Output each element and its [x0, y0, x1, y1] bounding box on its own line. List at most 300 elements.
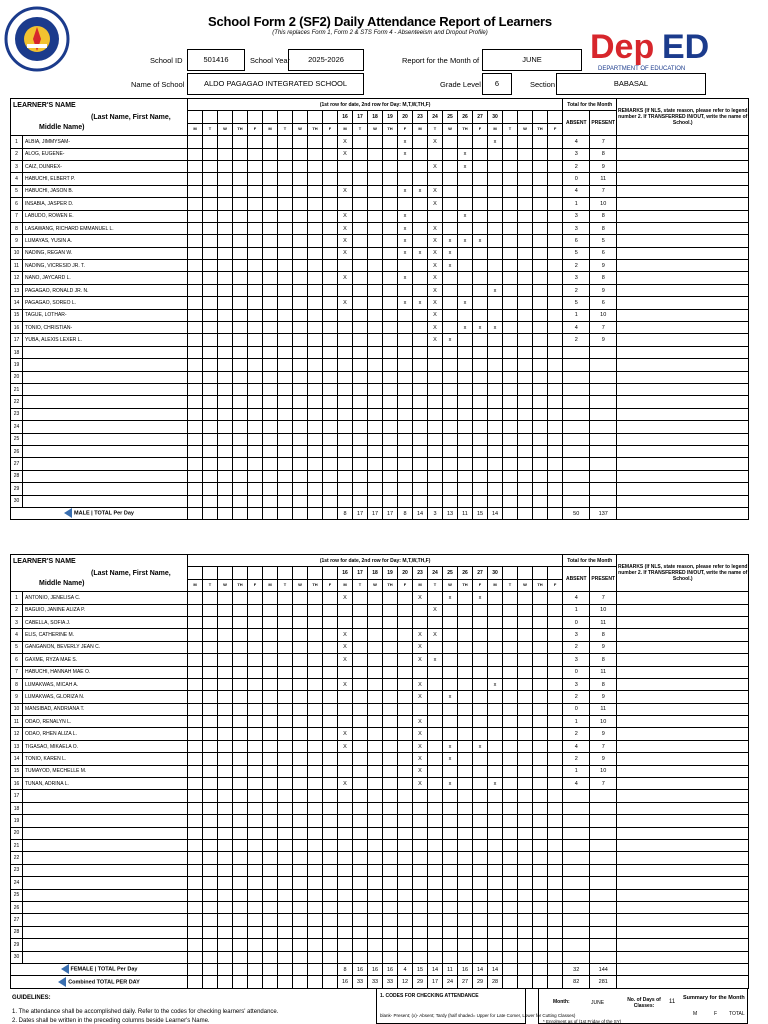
attendance-cell[interactable]: [548, 716, 563, 728]
attendance-cell[interactable]: [503, 802, 518, 814]
attendance-cell[interactable]: [263, 877, 278, 889]
attendance-cell[interactable]: [308, 740, 323, 752]
attendance-cell[interactable]: [308, 272, 323, 284]
attendance-cell[interactable]: [458, 222, 473, 234]
attendance-cell[interactable]: [278, 198, 293, 210]
attendance-cell[interactable]: [308, 629, 323, 641]
attendance-cell[interactable]: [503, 198, 518, 210]
attendance-cell[interactable]: [518, 185, 533, 197]
attendance-cell[interactable]: [323, 235, 338, 247]
attendance-cell[interactable]: [203, 728, 218, 740]
attendance-cell[interactable]: [458, 604, 473, 616]
attendance-cell[interactable]: [473, 148, 488, 160]
attendance-cell[interactable]: [473, 765, 488, 777]
attendance-cell[interactable]: [278, 309, 293, 321]
attendance-cell[interactable]: [278, 408, 293, 420]
attendance-cell[interactable]: [248, 309, 263, 321]
attendance-cell[interactable]: [503, 914, 518, 926]
attendance-cell[interactable]: [503, 284, 518, 296]
attendance-cell[interactable]: [398, 173, 413, 185]
attendance-cell[interactable]: [203, 765, 218, 777]
attendance-cell[interactable]: X: [338, 654, 353, 666]
attendance-cell[interactable]: [308, 691, 323, 703]
attendance-cell[interactable]: [503, 483, 518, 495]
attendance-cell[interactable]: [203, 371, 218, 383]
attendance-cell[interactable]: [413, 222, 428, 234]
attendance-cell[interactable]: [443, 173, 458, 185]
attendance-cell[interactable]: [278, 458, 293, 470]
attendance-cell[interactable]: [488, 926, 503, 938]
attendance-cell[interactable]: [413, 470, 428, 482]
attendance-cell[interactable]: X: [338, 272, 353, 284]
attendance-cell[interactable]: [503, 495, 518, 507]
attendance-cell[interactable]: [548, 691, 563, 703]
attendance-cell[interactable]: [293, 148, 308, 160]
remarks-cell[interactable]: [617, 483, 749, 495]
attendance-cell[interactable]: [353, 778, 368, 790]
attendance-cell[interactable]: [278, 396, 293, 408]
attendance-cell[interactable]: [518, 260, 533, 272]
attendance-cell[interactable]: [248, 383, 263, 395]
attendance-cell[interactable]: [188, 778, 203, 790]
attendance-cell[interactable]: [233, 247, 248, 259]
attendance-cell[interactable]: [188, 629, 203, 641]
attendance-cell[interactable]: [368, 604, 383, 616]
attendance-cell[interactable]: [263, 592, 278, 604]
attendance-cell[interactable]: [473, 495, 488, 507]
attendance-cell[interactable]: [548, 753, 563, 765]
learner-name[interactable]: [23, 433, 188, 445]
attendance-cell[interactable]: [398, 641, 413, 653]
attendance-cell[interactable]: [233, 716, 248, 728]
attendance-cell[interactable]: [503, 260, 518, 272]
attendance-cell[interactable]: [458, 396, 473, 408]
attendance-cell[interactable]: [473, 396, 488, 408]
attendance-cell[interactable]: [488, 185, 503, 197]
attendance-cell[interactable]: [443, 901, 458, 913]
attendance-cell[interactable]: [188, 703, 203, 715]
attendance-cell[interactable]: [338, 616, 353, 628]
attendance-cell[interactable]: [278, 678, 293, 690]
attendance-cell[interactable]: [233, 284, 248, 296]
attendance-cell[interactable]: [233, 222, 248, 234]
attendance-cell[interactable]: [188, 901, 203, 913]
attendance-cell[interactable]: [293, 765, 308, 777]
attendance-cell[interactable]: [233, 678, 248, 690]
attendance-cell[interactable]: [248, 260, 263, 272]
attendance-cell[interactable]: [488, 654, 503, 666]
attendance-cell[interactable]: [218, 926, 233, 938]
attendance-cell[interactable]: [383, 371, 398, 383]
attendance-cell[interactable]: x: [398, 272, 413, 284]
attendance-cell[interactable]: [458, 790, 473, 802]
school-year-field[interactable]: 2025-2026: [288, 49, 364, 71]
attendance-cell[interactable]: [413, 802, 428, 814]
attendance-cell[interactable]: [203, 592, 218, 604]
attendance-cell[interactable]: [203, 495, 218, 507]
attendance-cell[interactable]: [203, 346, 218, 358]
attendance-cell[interactable]: [428, 458, 443, 470]
attendance-cell[interactable]: [248, 951, 263, 963]
attendance-cell[interactable]: [353, 334, 368, 346]
attendance-cell[interactable]: [293, 691, 308, 703]
attendance-cell[interactable]: X: [428, 334, 443, 346]
attendance-cell[interactable]: x: [473, 592, 488, 604]
attendance-cell[interactable]: [548, 445, 563, 457]
learner-name[interactable]: TUNAN, ADRINA L.: [23, 778, 188, 790]
attendance-cell[interactable]: [398, 322, 413, 334]
attendance-cell[interactable]: [353, 740, 368, 752]
attendance-cell[interactable]: [473, 678, 488, 690]
learner-name[interactable]: BAGUIO, JANINE ALIZA P.: [23, 604, 188, 616]
attendance-cell[interactable]: [473, 629, 488, 641]
attendance-cell[interactable]: [263, 322, 278, 334]
attendance-cell[interactable]: [353, 198, 368, 210]
attendance-cell[interactable]: [278, 359, 293, 371]
attendance-cell[interactable]: [203, 433, 218, 445]
attendance-cell[interactable]: [278, 654, 293, 666]
attendance-cell[interactable]: [338, 939, 353, 951]
attendance-cell[interactable]: [338, 322, 353, 334]
attendance-cell[interactable]: [533, 790, 548, 802]
attendance-cell[interactable]: [353, 185, 368, 197]
attendance-cell[interactable]: [338, 445, 353, 457]
attendance-cell[interactable]: [293, 592, 308, 604]
attendance-cell[interactable]: [188, 359, 203, 371]
attendance-cell[interactable]: [368, 383, 383, 395]
attendance-cell[interactable]: [293, 222, 308, 234]
attendance-cell[interactable]: [368, 148, 383, 160]
learner-name[interactable]: GANGANON, BEVERLY JEAN C.: [23, 641, 188, 653]
attendance-cell[interactable]: [368, 740, 383, 752]
learner-name[interactable]: NADING, REGAN W.: [23, 247, 188, 259]
attendance-cell[interactable]: [488, 827, 503, 839]
attendance-cell[interactable]: [383, 889, 398, 901]
attendance-cell[interactable]: [218, 198, 233, 210]
attendance-cell[interactable]: [278, 778, 293, 790]
attendance-cell[interactable]: [368, 483, 383, 495]
attendance-cell[interactable]: [413, 495, 428, 507]
attendance-cell[interactable]: [503, 740, 518, 752]
attendance-cell[interactable]: [443, 458, 458, 470]
attendance-cell[interactable]: [293, 716, 308, 728]
attendance-cell[interactable]: [413, 383, 428, 395]
learner-name[interactable]: [23, 852, 188, 864]
attendance-cell[interactable]: [458, 185, 473, 197]
attendance-cell[interactable]: [428, 396, 443, 408]
attendance-cell[interactable]: [293, 877, 308, 889]
attendance-cell[interactable]: [503, 309, 518, 321]
attendance-cell[interactable]: [368, 309, 383, 321]
attendance-cell[interactable]: [368, 495, 383, 507]
attendance-cell[interactable]: [443, 802, 458, 814]
attendance-cell[interactable]: [428, 728, 443, 740]
attendance-cell[interactable]: [233, 802, 248, 814]
attendance-cell[interactable]: [278, 433, 293, 445]
attendance-cell[interactable]: [203, 616, 218, 628]
learner-name[interactable]: [23, 889, 188, 901]
attendance-cell[interactable]: [188, 247, 203, 259]
attendance-cell[interactable]: [308, 802, 323, 814]
attendance-cell[interactable]: [383, 210, 398, 222]
attendance-cell[interactable]: [443, 914, 458, 926]
attendance-cell[interactable]: [278, 666, 293, 678]
attendance-cell[interactable]: [518, 284, 533, 296]
attendance-cell[interactable]: [488, 247, 503, 259]
attendance-cell[interactable]: [548, 495, 563, 507]
attendance-cell[interactable]: [413, 396, 428, 408]
attendance-cell[interactable]: [533, 371, 548, 383]
attendance-cell[interactable]: [533, 604, 548, 616]
attendance-cell[interactable]: x: [488, 778, 503, 790]
remarks-cell[interactable]: [617, 297, 749, 309]
attendance-cell[interactable]: [473, 470, 488, 482]
attendance-cell[interactable]: [323, 802, 338, 814]
attendance-cell[interactable]: [398, 877, 413, 889]
remarks-cell[interactable]: [617, 778, 749, 790]
attendance-cell[interactable]: [518, 740, 533, 752]
attendance-cell[interactable]: [533, 222, 548, 234]
attendance-cell[interactable]: [293, 371, 308, 383]
attendance-cell[interactable]: [488, 728, 503, 740]
attendance-cell[interactable]: [293, 666, 308, 678]
attendance-cell[interactable]: [443, 703, 458, 715]
attendance-cell[interactable]: x: [473, 740, 488, 752]
attendance-cell[interactable]: [248, 827, 263, 839]
attendance-cell[interactable]: [548, 297, 563, 309]
attendance-cell[interactable]: [278, 753, 293, 765]
attendance-cell[interactable]: [443, 852, 458, 864]
attendance-cell[interactable]: [218, 445, 233, 457]
learner-name[interactable]: YUBA, ALEXIS LEXER L.: [23, 334, 188, 346]
attendance-cell[interactable]: [233, 346, 248, 358]
attendance-cell[interactable]: [203, 284, 218, 296]
attendance-cell[interactable]: [308, 926, 323, 938]
attendance-cell[interactable]: [323, 284, 338, 296]
attendance-cell[interactable]: [308, 185, 323, 197]
attendance-cell[interactable]: [353, 901, 368, 913]
attendance-cell[interactable]: [548, 827, 563, 839]
attendance-cell[interactable]: [248, 802, 263, 814]
attendance-cell[interactable]: [248, 396, 263, 408]
attendance-cell[interactable]: [398, 765, 413, 777]
attendance-cell[interactable]: [398, 728, 413, 740]
attendance-cell[interactable]: [368, 222, 383, 234]
attendance-cell[interactable]: [488, 272, 503, 284]
learner-name[interactable]: HABUCHI, JASON B.: [23, 185, 188, 197]
attendance-cell[interactable]: [323, 616, 338, 628]
attendance-cell[interactable]: [338, 877, 353, 889]
attendance-cell[interactable]: [443, 790, 458, 802]
attendance-cell[interactable]: [488, 691, 503, 703]
attendance-cell[interactable]: [503, 691, 518, 703]
attendance-cell[interactable]: x: [443, 334, 458, 346]
attendance-cell[interactable]: [383, 740, 398, 752]
attendance-cell[interactable]: [413, 914, 428, 926]
attendance-cell[interactable]: [488, 235, 503, 247]
attendance-cell[interactable]: [218, 272, 233, 284]
attendance-cell[interactable]: [323, 433, 338, 445]
attendance-cell[interactable]: [218, 148, 233, 160]
attendance-cell[interactable]: [503, 359, 518, 371]
remarks-cell[interactable]: [617, 470, 749, 482]
attendance-cell[interactable]: [353, 790, 368, 802]
attendance-cell[interactable]: [308, 914, 323, 926]
learner-name[interactable]: [23, 470, 188, 482]
attendance-cell[interactable]: [203, 864, 218, 876]
attendance-cell[interactable]: [458, 951, 473, 963]
attendance-cell[interactable]: [203, 198, 218, 210]
attendance-cell[interactable]: [278, 716, 293, 728]
attendance-cell[interactable]: [278, 641, 293, 653]
learner-name[interactable]: CABELLA, SOFIA J.: [23, 616, 188, 628]
attendance-cell[interactable]: [353, 272, 368, 284]
attendance-cell[interactable]: [458, 901, 473, 913]
attendance-cell[interactable]: [263, 901, 278, 913]
attendance-cell[interactable]: [368, 802, 383, 814]
attendance-cell[interactable]: X: [338, 185, 353, 197]
attendance-cell[interactable]: [218, 222, 233, 234]
attendance-cell[interactable]: [443, 951, 458, 963]
attendance-cell[interactable]: [368, 433, 383, 445]
attendance-cell[interactable]: [203, 778, 218, 790]
attendance-cell[interactable]: [263, 678, 278, 690]
attendance-cell[interactable]: [323, 470, 338, 482]
attendance-cell[interactable]: [368, 421, 383, 433]
attendance-cell[interactable]: [398, 604, 413, 616]
attendance-cell[interactable]: [428, 839, 443, 851]
attendance-cell[interactable]: [218, 421, 233, 433]
attendance-cell[interactable]: [188, 445, 203, 457]
attendance-cell[interactable]: [293, 297, 308, 309]
attendance-cell[interactable]: [188, 272, 203, 284]
attendance-cell[interactable]: [503, 877, 518, 889]
attendance-cell[interactable]: [188, 148, 203, 160]
attendance-cell[interactable]: [488, 408, 503, 420]
remarks-cell[interactable]: [617, 346, 749, 358]
attendance-cell[interactable]: [473, 445, 488, 457]
attendance-cell[interactable]: [503, 864, 518, 876]
attendance-cell[interactable]: [428, 470, 443, 482]
attendance-cell[interactable]: X: [428, 284, 443, 296]
attendance-cell[interactable]: [338, 309, 353, 321]
remarks-cell[interactable]: [617, 815, 749, 827]
attendance-cell[interactable]: [263, 790, 278, 802]
attendance-cell[interactable]: [338, 703, 353, 715]
attendance-cell[interactable]: [368, 445, 383, 457]
attendance-cell[interactable]: [353, 458, 368, 470]
attendance-cell[interactable]: [503, 421, 518, 433]
attendance-cell[interactable]: [203, 383, 218, 395]
attendance-cell[interactable]: [383, 222, 398, 234]
attendance-cell[interactable]: [398, 198, 413, 210]
attendance-cell[interactable]: [368, 371, 383, 383]
remarks-cell[interactable]: [617, 951, 749, 963]
school-name-field[interactable]: ALDO PAGAGAO INTEGRATED SCHOOL: [187, 73, 364, 95]
attendance-cell[interactable]: [473, 790, 488, 802]
attendance-cell[interactable]: [248, 716, 263, 728]
attendance-cell[interactable]: [323, 939, 338, 951]
attendance-cell[interactable]: [473, 951, 488, 963]
attendance-cell[interactable]: X: [428, 322, 443, 334]
attendance-cell[interactable]: [293, 728, 308, 740]
attendance-cell[interactable]: [473, 458, 488, 470]
attendance-cell[interactable]: [203, 852, 218, 864]
attendance-cell[interactable]: [518, 889, 533, 901]
attendance-cell[interactable]: X: [428, 297, 443, 309]
attendance-cell[interactable]: [293, 247, 308, 259]
attendance-cell[interactable]: [293, 483, 308, 495]
attendance-cell[interactable]: [263, 136, 278, 148]
attendance-cell[interactable]: [308, 864, 323, 876]
attendance-cell[interactable]: [458, 433, 473, 445]
attendance-cell[interactable]: [533, 926, 548, 938]
attendance-cell[interactable]: [308, 716, 323, 728]
attendance-cell[interactable]: [203, 445, 218, 457]
attendance-cell[interactable]: [428, 691, 443, 703]
remarks-cell[interactable]: [617, 309, 749, 321]
attendance-cell[interactable]: [533, 877, 548, 889]
attendance-cell[interactable]: [353, 802, 368, 814]
attendance-cell[interactable]: [443, 272, 458, 284]
attendance-cell[interactable]: [533, 247, 548, 259]
attendance-cell[interactable]: [218, 297, 233, 309]
attendance-cell[interactable]: [188, 753, 203, 765]
attendance-cell[interactable]: [353, 260, 368, 272]
attendance-cell[interactable]: [263, 691, 278, 703]
attendance-cell[interactable]: [533, 592, 548, 604]
attendance-cell[interactable]: [533, 864, 548, 876]
attendance-cell[interactable]: [443, 728, 458, 740]
attendance-cell[interactable]: [413, 458, 428, 470]
learner-name[interactable]: [23, 445, 188, 457]
learner-name[interactable]: ALOG, EUGENE-: [23, 148, 188, 160]
attendance-cell[interactable]: x: [398, 297, 413, 309]
attendance-cell[interactable]: [278, 260, 293, 272]
attendance-cell[interactable]: [413, 827, 428, 839]
learner-name[interactable]: [23, 790, 188, 802]
attendance-cell[interactable]: [233, 260, 248, 272]
attendance-cell[interactable]: [503, 297, 518, 309]
attendance-cell[interactable]: [263, 604, 278, 616]
remarks-cell[interactable]: [617, 160, 749, 172]
attendance-cell[interactable]: x: [488, 136, 503, 148]
attendance-cell[interactable]: [533, 185, 548, 197]
attendance-cell[interactable]: [383, 864, 398, 876]
attendance-cell[interactable]: x: [413, 297, 428, 309]
attendance-cell[interactable]: [443, 185, 458, 197]
attendance-cell[interactable]: [323, 629, 338, 641]
attendance-cell[interactable]: [428, 495, 443, 507]
attendance-cell[interactable]: X: [338, 222, 353, 234]
attendance-cell[interactable]: [383, 666, 398, 678]
attendance-cell[interactable]: [353, 371, 368, 383]
remarks-cell[interactable]: [617, 864, 749, 876]
attendance-cell[interactable]: [248, 728, 263, 740]
attendance-cell[interactable]: [383, 136, 398, 148]
attendance-cell[interactable]: [293, 740, 308, 752]
attendance-cell[interactable]: [308, 371, 323, 383]
attendance-cell[interactable]: [323, 148, 338, 160]
remarks-cell[interactable]: [617, 728, 749, 740]
attendance-cell[interactable]: [338, 396, 353, 408]
attendance-cell[interactable]: [203, 322, 218, 334]
attendance-cell[interactable]: [383, 346, 398, 358]
attendance-cell[interactable]: [398, 778, 413, 790]
attendance-cell[interactable]: [323, 951, 338, 963]
attendance-cell[interactable]: [503, 703, 518, 715]
attendance-cell[interactable]: [533, 408, 548, 420]
